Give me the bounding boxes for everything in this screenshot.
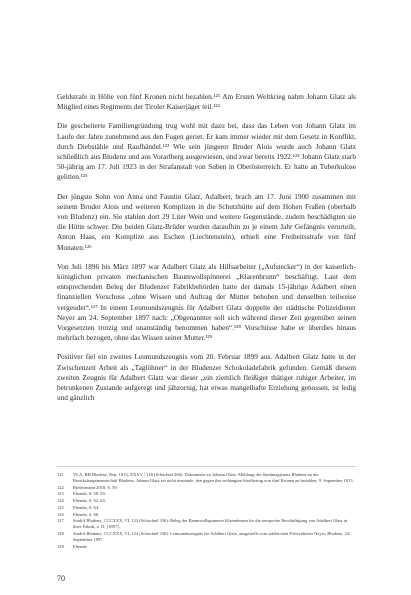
footnote (57, 498, 356, 504)
footnote-number: 126 (57, 511, 64, 517)
footnote (57, 531, 356, 543)
footnote-text: Ebenda, S. 66. (73, 511, 100, 517)
footnote (57, 505, 356, 511)
footnote-text: Ebenda, S. 62–63. (73, 498, 106, 504)
paragraph: Die gescheiterte Familiengründung trug wohl mit dazu bei, dass das Leben von Johann Glatz im Laufe der Jahre zunehmend aus den Fugen geriet. Er kam immer wieder mit dem Gesetz in Konflikt, durch Diebstähle und Raufhändel.¹²³ Wie sein jüngerer Bruder Alois wurde auch Johann Glatz schließlich aus Bludenz und aus Vorarlberg ausgewiesen, und zwar bereits 1922.¹²⁴ Johann Glatz starb 50-jährig am 17. Juli 1923 in der Strafanstalt von Suben in Oberösterreich. Er hatte an Tuberkulose gelitten.¹²⁵ (57, 121, 356, 182)
footnote-text: StadtA Bludenz, CCCXXX, VI, 122 (Schachtel 336): Beleg der Baumwollspinnerei Klarenbrunn für die temporäre Beschäftigung von Adalbert Glatz in ihrer Fabrik, o. D. [1897]. (73, 518, 348, 530)
footnote-text: Biedermann 2018, S. 59. (73, 484, 118, 490)
footnote-number: 128 (57, 531, 64, 536)
footnote (57, 491, 356, 497)
paragraph: Von Juli 1896 bis März 1897 war Adalbert Glatz als Hilfsarbeiter („Aufstecker“) in der kaiserlich-königlichen privaten mechanischen Baumwollspinnerei „Klarenbrunn“ beschäftigt. Laut dem entsprechenden Beleg der Bludenzer Fabrikbehörden hatte der damals 15-jährige Adalbert einen finanziellen Vorschuss „ohne Wissen und Auftrag der Mutter behoben und denselben teilweise vergeudet“.¹²⁷ In einem Leumundszeugnis für Adalbert Glatz doppelte der städtische Polizeidiener Neyer am 24. September 1897 nach: „Obgenannter soll sich während dieser Zeit gegenüber seinen Vorgesetzten trotzig und unanständig benommen haben“.¹²⁸ Vorschüsse habe er überdies hinaus mehrfach bezogen, ohne das Wissen seiner Mutter.¹²⁹ (57, 261, 356, 343)
footnote (57, 485, 356, 491)
footnote-text: Ebenda, S. 58–59. (73, 491, 106, 497)
footnote-number: 125 (57, 504, 64, 510)
footnote-text: StadtA Bludenz, CCCXXX, VI, 122 (Schachtel 336): Leumundszeugnis für Adalbert Glatz, ausgestellt vom städtischen Polizeidiener Neyer, Bludenz, 24. September 1897. (73, 531, 351, 543)
paragraph: Der jüngste Sohn von Anna und Faustin Glatz, Adalbert, brach am 17. Juni 1900 zusammen mit seinem Bruder Alois und weiteren Komplizen in die Schutzhütte auf dem Hohen Fraßen (oberhalb von Bludenz) ein. Sie stahlen dort 29 Liter Wein und weitere Gegenstände, zudem beschädigten sie die Hütte schwer. Die beiden Glatz-Brüder wurden daraufhin zu je einem Jahr Gefängnis verurteilt, Anton Haas, ein Komplize aus Eschen (Liechtenstein), erhielt eine Freiheitsstrafe von fünf Monaten.¹²⁶ (57, 191, 356, 252)
footnote (57, 544, 356, 550)
footnote-text: VLA, BH Bludenz, Rep. 1913, XXXV / 118 (Schachtel 266), Dokumente zu Johann Glatz: Meldung des Stadtmagistrats Bludenz an die Bezirkshauptmannschaft Bludenz: Johann Glatz sei nicht imstande, den gegen ihn verhängten Strafbetrag von fünf Kronen zu bezahlen, 9. September 1913. (73, 472, 354, 484)
footnote-number: 124 (57, 498, 64, 504)
footnote-number: 121 (57, 472, 64, 477)
footnotes (57, 466, 356, 550)
footnote-number: 127 (57, 518, 64, 524)
paragraph: Positiver fiel ein zweites Leumundszeugnis vom 20. Februar 1899 aus. Adalbert Glatz hatte in der Zwischenzeit Arbeit als „Taglöhner“ in der Bludenzer Schokoladefabrik gefunden. Gemäß diesem zweiten Zeugnis für Adalbert Glatz war dieser „ein ziemlich fleißiger thätiger ruhiger Arbeiter, im betrunkenen Zustande aufgeregt und jähzornig, hat etwas mangelhafte Erziehung genossen, ist ledig und gänzlich (57, 352, 356, 403)
footnote-text: Ebenda, S. 64. (73, 504, 100, 510)
paragraph: Geldstrafe in Höhe von fünf Kronen nicht bezahlen.¹²¹ Am Ersten Weltkrieg nahm Johann Glatz als Mitglied eines Regiments der Tiroler Kaiserjäger teil.¹²² (57, 92, 356, 112)
footnote (57, 512, 356, 518)
body-text (57, 92, 356, 403)
footnote-number: 122 (57, 484, 64, 490)
footnote (57, 518, 356, 530)
footnote (57, 472, 356, 484)
footnote-number: 129 (57, 543, 64, 549)
footnote-text: Ebenda. (73, 543, 88, 549)
page-number: 70 (57, 574, 65, 583)
footnote-number: 123 (57, 491, 64, 497)
